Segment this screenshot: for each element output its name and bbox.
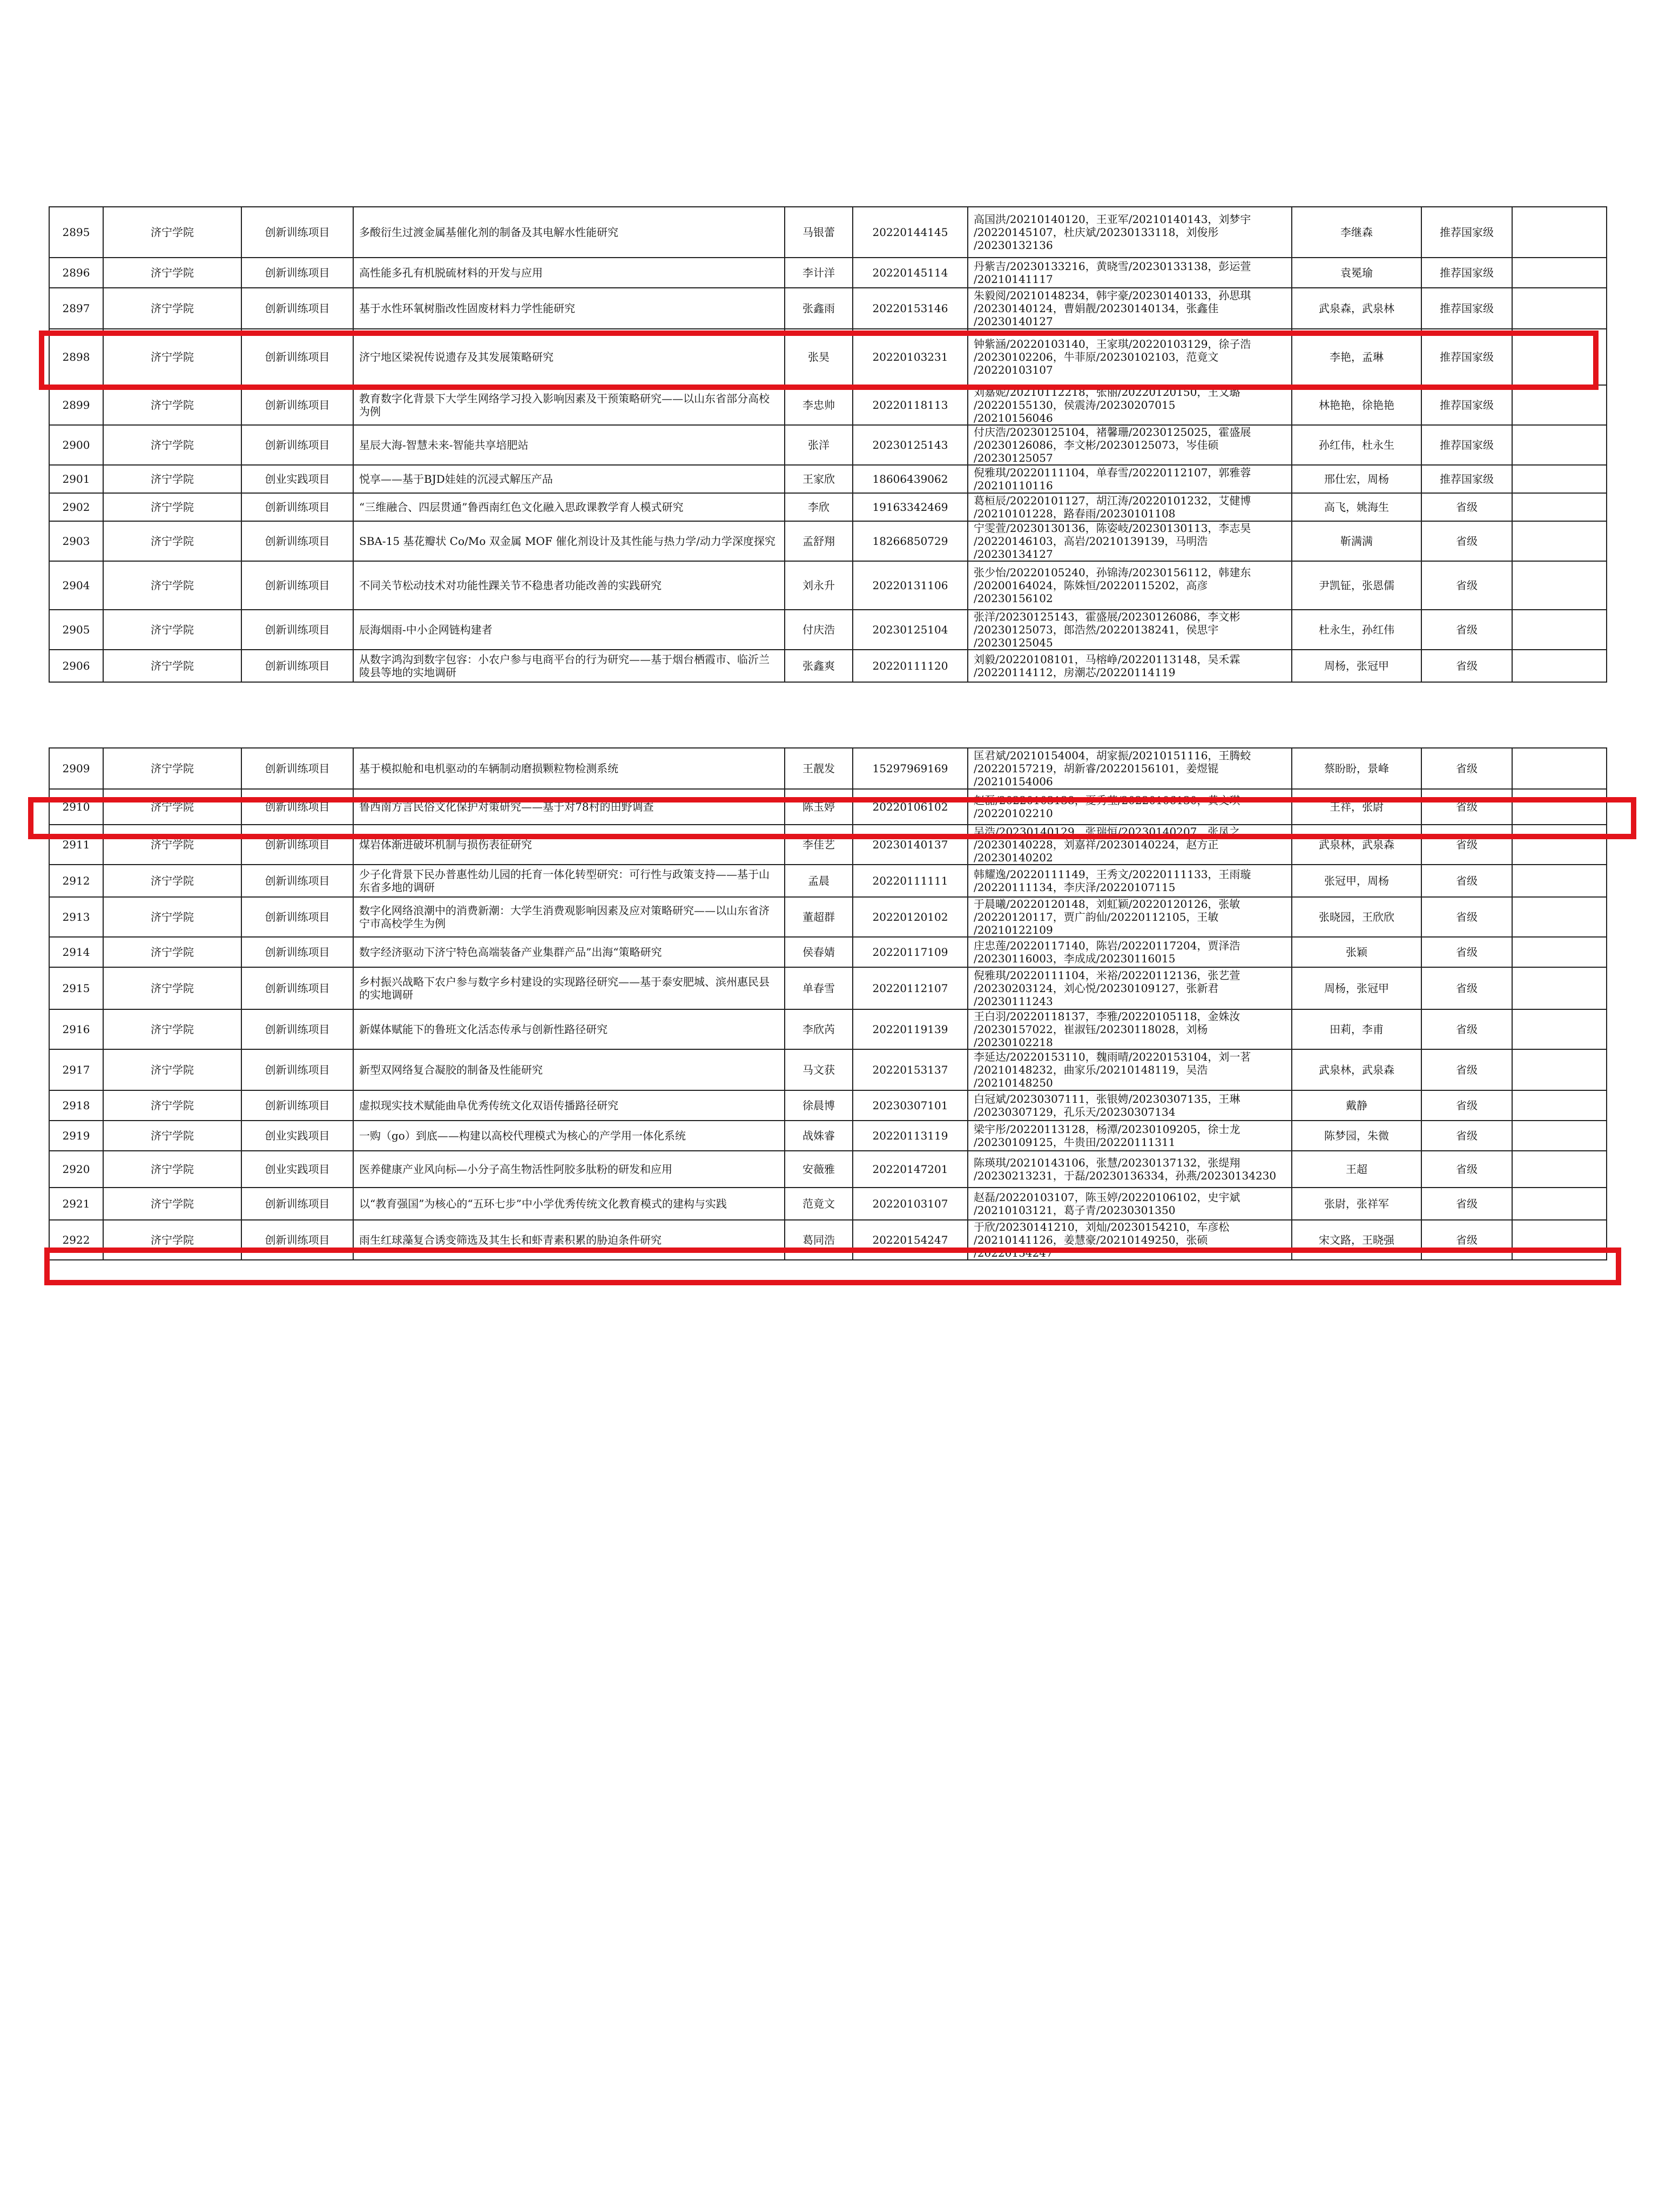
student-number: 20230307101 bbox=[853, 1090, 968, 1121]
team-members: 倪雅琪/20220111104，单春雪/20220112107，郭雅蓉 /20210110116 bbox=[968, 465, 1292, 493]
advisor-names: 周杨，张冠甲 bbox=[1292, 650, 1421, 682]
project-table-upper-body bbox=[49, 207, 1607, 682]
school-name: 济宁学院 bbox=[103, 937, 241, 967]
project-level: 推荐国家级 bbox=[1421, 425, 1512, 465]
team-members: 庄忠莲/20220117140，陈岩/20220117204，贾泽浩 /20230116003，李成成/20230116015 bbox=[968, 937, 1292, 967]
project-type: 创新训练项目 bbox=[241, 825, 353, 865]
advisor-names: 袁冕瑜 bbox=[1292, 258, 1421, 288]
notes-cell bbox=[1512, 425, 1607, 465]
advisor-names: 王祥，张尉 bbox=[1292, 789, 1421, 825]
project-type: 创新训练项目 bbox=[241, 1009, 353, 1049]
project-level: 推荐国家级 bbox=[1421, 207, 1512, 258]
project-level: 推荐国家级 bbox=[1421, 329, 1512, 385]
notes-cell bbox=[1512, 897, 1607, 937]
notes-cell bbox=[1512, 385, 1607, 425]
project-leader: 范竟文 bbox=[785, 1188, 853, 1220]
team-members: 刘嘉妮/20210112218，张丽/20220120150，王文璐 /20220155130，侯震涛/20230207015 /20210156046 bbox=[968, 385, 1292, 425]
school-name: 济宁学院 bbox=[103, 207, 241, 258]
project-level: 省级 bbox=[1421, 789, 1512, 825]
table-row bbox=[49, 1049, 1607, 1090]
project-level: 省级 bbox=[1421, 610, 1512, 650]
project-type: 创新训练项目 bbox=[241, 207, 353, 258]
student-number: 20220111111 bbox=[853, 865, 968, 897]
project-leader: 李忠帅 bbox=[785, 385, 853, 425]
advisor-names: 邢仕宏，周杨 bbox=[1292, 465, 1421, 493]
table-row bbox=[49, 1009, 1607, 1049]
row-number: 2914 bbox=[49, 937, 103, 967]
row-number: 2911 bbox=[49, 825, 103, 865]
school-name: 济宁学院 bbox=[103, 610, 241, 650]
advisor-names: 武泉林，武泉森 bbox=[1292, 1049, 1421, 1090]
notes-cell bbox=[1512, 789, 1607, 825]
table-row bbox=[49, 561, 1607, 610]
team-members: 钟紫涵/20220103140，王家琪/20220103129，徐子浩 /20230102206，牛菲原/20230102103，范竟文 /20220103107 bbox=[968, 329, 1292, 385]
row-number: 2901 bbox=[49, 465, 103, 493]
project-level: 推荐国家级 bbox=[1421, 465, 1512, 493]
project-level: 省级 bbox=[1421, 865, 1512, 897]
team-members: 倪雅琪/20220111104，米裕/20220112136，张艺萱 /20230203124，刘心悦/20230109127，张新君 /20230111243 bbox=[968, 967, 1292, 1009]
project-title: 星辰大海-智慧未来-智能共享培肥站 bbox=[353, 425, 785, 465]
student-number: 20220119139 bbox=[853, 1009, 968, 1049]
project-title: 乡村振兴战略下农户参与数字乡村建设的实现路径研究——基于泰安肥城、滨州惠民县的实地调研 bbox=[353, 967, 785, 1009]
notes-cell bbox=[1512, 1220, 1607, 1260]
project-level: 省级 bbox=[1421, 1151, 1512, 1188]
project-leader: 马文获 bbox=[785, 1049, 853, 1090]
student-number: 20230140137 bbox=[853, 825, 968, 865]
notes-cell bbox=[1512, 288, 1607, 329]
notes-cell bbox=[1512, 825, 1607, 865]
project-type: 创新训练项目 bbox=[241, 521, 353, 561]
student-number: 20220112107 bbox=[853, 967, 968, 1009]
advisor-names: 陈梦园，朱微 bbox=[1292, 1121, 1421, 1151]
project-type: 创业实践项目 bbox=[241, 465, 353, 493]
school-name: 济宁学院 bbox=[103, 258, 241, 288]
school-name: 济宁学院 bbox=[103, 789, 241, 825]
project-title: 悦享——基于BJD娃娃的沉浸式解压产品 bbox=[353, 465, 785, 493]
project-leader: 侯春婧 bbox=[785, 937, 853, 967]
row-number: 2922 bbox=[49, 1220, 103, 1260]
project-level: 省级 bbox=[1421, 937, 1512, 967]
notes-cell bbox=[1512, 1049, 1607, 1090]
advisor-names: 靳满满 bbox=[1292, 521, 1421, 561]
advisor-names: 宋文路，王晓强 bbox=[1292, 1220, 1421, 1260]
table-row bbox=[49, 329, 1607, 385]
student-number: 20220113119 bbox=[853, 1121, 968, 1151]
notes-cell bbox=[1512, 1090, 1607, 1121]
table-row bbox=[49, 967, 1607, 1009]
team-members: 陈瑛琪/20210143106，张慧/20230137132，张缇翔 /20230213231，于磊/20230136334，孙燕/20230134230 bbox=[968, 1151, 1292, 1188]
advisor-names: 张冠甲，周杨 bbox=[1292, 865, 1421, 897]
row-number: 2920 bbox=[49, 1151, 103, 1188]
table-row bbox=[49, 1220, 1607, 1260]
project-level: 推荐国家级 bbox=[1421, 385, 1512, 425]
notes-cell bbox=[1512, 258, 1607, 288]
table-row bbox=[49, 288, 1607, 329]
project-level: 省级 bbox=[1421, 521, 1512, 561]
row-number: 2898 bbox=[49, 329, 103, 385]
row-number: 2913 bbox=[49, 897, 103, 937]
school-name: 济宁学院 bbox=[103, 288, 241, 329]
advisor-names: 王超 bbox=[1292, 1151, 1421, 1188]
project-type: 创新训练项目 bbox=[241, 1049, 353, 1090]
student-number: 20220103231 bbox=[853, 329, 968, 385]
school-name: 济宁学院 bbox=[103, 521, 241, 561]
student-number: 20230125104 bbox=[853, 610, 968, 650]
student-number: 20220153137 bbox=[853, 1049, 968, 1090]
project-leader: 战姝睿 bbox=[785, 1121, 853, 1151]
project-title: 教育数字化背景下大学生网络学习投入影响因素及干预策略研究——以山东省部分高校为例 bbox=[353, 385, 785, 425]
table-row bbox=[49, 1090, 1607, 1121]
project-level: 省级 bbox=[1421, 748, 1512, 789]
notes-cell bbox=[1512, 1151, 1607, 1188]
school-name: 济宁学院 bbox=[103, 865, 241, 897]
row-number: 2916 bbox=[49, 1009, 103, 1049]
row-number: 2900 bbox=[49, 425, 103, 465]
project-leader: 李欣 bbox=[785, 493, 853, 521]
team-members: 赵磊/20220103138，夏秀莹/20220106130，黄文琪 /20220102210 bbox=[968, 789, 1292, 825]
student-number: 20220131106 bbox=[853, 561, 968, 610]
row-number: 2909 bbox=[49, 748, 103, 789]
project-type: 创新训练项目 bbox=[241, 789, 353, 825]
project-level: 省级 bbox=[1421, 1009, 1512, 1049]
table-row bbox=[49, 385, 1607, 425]
table-row bbox=[49, 207, 1607, 258]
project-leader: 孟晨 bbox=[785, 865, 853, 897]
project-title: 不同关节松动技术对功能性踝关节不稳患者功能改善的实践研究 bbox=[353, 561, 785, 610]
team-members: 丹紫吉/20230133216，黄晓雪/20230133138，彭运萱 /20210141117 bbox=[968, 258, 1292, 288]
student-number: 15297969169 bbox=[853, 748, 968, 789]
team-members: 刘毅/20220108101，马榕峥/20220113148，吴禾霖 /20220114112，房潮芯/20220114119 bbox=[968, 650, 1292, 682]
project-leader: 张洋 bbox=[785, 425, 853, 465]
project-title: 煤岩体渐进破坏机制与损伤表征研究 bbox=[353, 825, 785, 865]
notes-cell bbox=[1512, 493, 1607, 521]
project-title: 少子化背景下民办普惠性幼儿园的托育一体化转型研究：可行性与政策支持——基于山东省多地的调研 bbox=[353, 865, 785, 897]
team-members: 朱毅阅/20210148234，韩宇豪/20230140133，孙思琪 /20230140124，曹娟靓/20230140134，张鑫佳 /20230140127 bbox=[968, 288, 1292, 329]
project-leader: 王家欣 bbox=[785, 465, 853, 493]
school-name: 济宁学院 bbox=[103, 1220, 241, 1260]
project-level: 省级 bbox=[1421, 1220, 1512, 1260]
table-row bbox=[49, 825, 1607, 865]
student-number: 20230125143 bbox=[853, 425, 968, 465]
project-type: 创新训练项目 bbox=[241, 937, 353, 967]
project-level: 省级 bbox=[1421, 1121, 1512, 1151]
project-leader: 陈玉婷 bbox=[785, 789, 853, 825]
team-members: 张少怡/20220105240，孙锦涛/20230156112，韩建东 /20200164024，陈姝恒/20220115202，高彦 /20230156102 bbox=[968, 561, 1292, 610]
school-name: 济宁学院 bbox=[103, 1049, 241, 1090]
project-table-upper bbox=[49, 206, 1607, 683]
student-number: 20220154247 bbox=[853, 1220, 968, 1260]
table-row bbox=[49, 865, 1607, 897]
table-row bbox=[49, 748, 1607, 789]
project-type: 创新训练项目 bbox=[241, 1090, 353, 1121]
school-name: 济宁学院 bbox=[103, 897, 241, 937]
school-name: 济宁学院 bbox=[103, 825, 241, 865]
project-leader: 刘永升 bbox=[785, 561, 853, 610]
notes-cell bbox=[1512, 465, 1607, 493]
advisor-names: 周杨，张冠甲 bbox=[1292, 967, 1421, 1009]
project-leader: 马银蕾 bbox=[785, 207, 853, 258]
student-number: 20220145114 bbox=[853, 258, 968, 288]
project-type: 创新训练项目 bbox=[241, 1220, 353, 1260]
project-title: 多酸衍生过渡金属基催化剂的制备及其电解水性能研究 bbox=[353, 207, 785, 258]
advisor-names: 高飞，姚海生 bbox=[1292, 493, 1421, 521]
project-leader: 李计洋 bbox=[785, 258, 853, 288]
project-level: 省级 bbox=[1421, 1049, 1512, 1090]
student-number: 20220120102 bbox=[853, 897, 968, 937]
project-title: 基于模拟舱和电机驱动的车辆制动磨损颗粒物检测系统 bbox=[353, 748, 785, 789]
notes-cell bbox=[1512, 1188, 1607, 1220]
advisor-names: 孙红伟，杜永生 bbox=[1292, 425, 1421, 465]
row-number: 2899 bbox=[49, 385, 103, 425]
project-title: 虚拟现实技术赋能曲阜优秀传统文化双语传播路径研究 bbox=[353, 1090, 785, 1121]
project-title: 数字化网络浪潮中的消费新潮：大学生消费观影响因素及应对策略研究——以山东省济宁市高校学生为例 bbox=[353, 897, 785, 937]
notes-cell bbox=[1512, 521, 1607, 561]
row-number: 2904 bbox=[49, 561, 103, 610]
table-row bbox=[49, 521, 1607, 561]
advisor-names: 张尉，张祥军 bbox=[1292, 1188, 1421, 1220]
school-name: 济宁学院 bbox=[103, 425, 241, 465]
project-type: 创新训练项目 bbox=[241, 493, 353, 521]
school-name: 济宁学院 bbox=[103, 1151, 241, 1188]
project-title: 医养健康产业风向标—小分子高生物活性阿胶多肽粉的研发和应用 bbox=[353, 1151, 785, 1188]
row-number: 2895 bbox=[49, 207, 103, 258]
project-level: 省级 bbox=[1421, 493, 1512, 521]
table-row bbox=[49, 493, 1607, 521]
project-level: 省级 bbox=[1421, 967, 1512, 1009]
project-level: 省级 bbox=[1421, 825, 1512, 865]
advisor-names: 田莉，李甫 bbox=[1292, 1009, 1421, 1049]
project-title: “三维融合、四层贯通”鲁西南红色文化融入思政课教学育人模式研究 bbox=[353, 493, 785, 521]
school-name: 济宁学院 bbox=[103, 561, 241, 610]
advisor-names: 张颖 bbox=[1292, 937, 1421, 967]
table-row bbox=[49, 1121, 1607, 1151]
notes-cell bbox=[1512, 561, 1607, 610]
project-leader: 付庆浩 bbox=[785, 610, 853, 650]
advisor-names: 张晓园，王欣欣 bbox=[1292, 897, 1421, 937]
project-title: 新媒体赋能下的鲁班文化活态传承与创新性路径研究 bbox=[353, 1009, 785, 1049]
project-level: 省级 bbox=[1421, 561, 1512, 610]
school-name: 济宁学院 bbox=[103, 1188, 241, 1220]
row-number: 2912 bbox=[49, 865, 103, 897]
advisor-names: 杜永生，孙红伟 bbox=[1292, 610, 1421, 650]
project-type: 创新训练项目 bbox=[241, 385, 353, 425]
school-name: 济宁学院 bbox=[103, 748, 241, 789]
project-type: 创新训练项目 bbox=[241, 425, 353, 465]
project-leader: 王靓发 bbox=[785, 748, 853, 789]
project-table-lower-body bbox=[49, 748, 1607, 1260]
notes-cell bbox=[1512, 967, 1607, 1009]
advisor-names: 林艳艳，徐艳艳 bbox=[1292, 385, 1421, 425]
project-type: 创新训练项目 bbox=[241, 610, 353, 650]
row-number: 2903 bbox=[49, 521, 103, 561]
school-name: 济宁学院 bbox=[103, 465, 241, 493]
school-name: 济宁学院 bbox=[103, 1009, 241, 1049]
notes-cell bbox=[1512, 937, 1607, 967]
project-level: 省级 bbox=[1421, 650, 1512, 682]
project-type: 创新训练项目 bbox=[241, 288, 353, 329]
school-name: 济宁学院 bbox=[103, 1121, 241, 1151]
team-members: 梁宇彤/20220113128，杨潭/20230109205，徐士龙 /20230109125，牛贵田/20220111311 bbox=[968, 1121, 1292, 1151]
row-number: 2896 bbox=[49, 258, 103, 288]
row-number: 2918 bbox=[49, 1090, 103, 1121]
table-row bbox=[49, 789, 1607, 825]
notes-cell bbox=[1512, 329, 1607, 385]
project-type: 创新训练项目 bbox=[241, 258, 353, 288]
row-number: 2921 bbox=[49, 1188, 103, 1220]
project-type: 创新训练项目 bbox=[241, 967, 353, 1009]
advisor-names: 武泉林，武泉森 bbox=[1292, 825, 1421, 865]
team-members: 张洋/20230125143，霍盛展/20230126086，李文彬 /20230125073，郎浩然/20220138241，侯思宇 /20230125045 bbox=[968, 610, 1292, 650]
student-number: 20220117109 bbox=[853, 937, 968, 967]
table-row bbox=[49, 897, 1607, 937]
project-type: 创业实践项目 bbox=[241, 1151, 353, 1188]
row-number: 2919 bbox=[49, 1121, 103, 1151]
team-members: 付庆浩/20230125104，褚馨珊/20230125025，霍盛展 /20230126086，李文彬/20230125073，岑佳硕 /20230125057 bbox=[968, 425, 1292, 465]
notes-cell bbox=[1512, 650, 1607, 682]
advisor-names: 蔡盼盼，景峰 bbox=[1292, 748, 1421, 789]
project-title: SBA-15 基花瓣状 Co/Mo 双金属 MOF 催化剂设计及其性能与热力学/动力学深度探究 bbox=[353, 521, 785, 561]
advisor-names: 尹凯钲，张恩儒 bbox=[1292, 561, 1421, 610]
notes-cell bbox=[1512, 207, 1607, 258]
project-type: 创业实践项目 bbox=[241, 1121, 353, 1151]
student-number: 19163342469 bbox=[853, 493, 968, 521]
advisor-names: 李艳，孟琳 bbox=[1292, 329, 1421, 385]
student-number: 20220147201 bbox=[853, 1151, 968, 1188]
row-number: 2905 bbox=[49, 610, 103, 650]
project-type: 创新训练项目 bbox=[241, 329, 353, 385]
project-level: 省级 bbox=[1421, 897, 1512, 937]
school-name: 济宁学院 bbox=[103, 967, 241, 1009]
notes-cell bbox=[1512, 865, 1607, 897]
project-title: 数字经济驱动下济宁特色高端装备产业集群产品”出海“策略研究 bbox=[353, 937, 785, 967]
project-leader: 张鑫爽 bbox=[785, 650, 853, 682]
school-name: 济宁学院 bbox=[103, 650, 241, 682]
project-title: 以“教育强国”为核心的“五环七步”中小学优秀传统文化教育模式的建构与实践 bbox=[353, 1188, 785, 1220]
table-row bbox=[49, 425, 1607, 465]
school-name: 济宁学院 bbox=[103, 1090, 241, 1121]
project-title: 高性能多孔有机脱硫材料的开发与应用 bbox=[353, 258, 785, 288]
row-number: 2910 bbox=[49, 789, 103, 825]
project-type: 创新训练项目 bbox=[241, 650, 353, 682]
project-type: 创新训练项目 bbox=[241, 897, 353, 937]
project-leader: 张昊 bbox=[785, 329, 853, 385]
project-leader: 李佳艺 bbox=[785, 825, 853, 865]
row-number: 2917 bbox=[49, 1049, 103, 1090]
table-row bbox=[49, 1151, 1607, 1188]
school-name: 济宁学院 bbox=[103, 385, 241, 425]
notes-cell bbox=[1512, 1009, 1607, 1049]
table-row bbox=[49, 937, 1607, 967]
project-title: 济宁地区梁祝传说遗存及其发展策略研究 bbox=[353, 329, 785, 385]
student-number: 20220111120 bbox=[853, 650, 968, 682]
student-number: 20220103107 bbox=[853, 1188, 968, 1220]
table-row bbox=[49, 258, 1607, 288]
school-name: 济宁学院 bbox=[103, 493, 241, 521]
team-members: 于晨曦/20220120148，刘虹颖/20220120126，张敏 /20220120117，贾广韵仙/20220112105，王敏 /20210122109 bbox=[968, 897, 1292, 937]
project-leader: 徐晨博 bbox=[785, 1090, 853, 1121]
project-type: 创新训练项目 bbox=[241, 748, 353, 789]
team-members: 于欣/20230141210，刘灿/20230154210，车彦松 /20210141126，姜慧豪/20210149250，张硕 /20220154247 bbox=[968, 1220, 1292, 1260]
table-row bbox=[49, 610, 1607, 650]
advisor-names: 李继森 bbox=[1292, 207, 1421, 258]
notes-cell bbox=[1512, 748, 1607, 789]
team-members: 王白羽/20220118137，李雅/20220105118，金姝汝 /20230157022，崔淑钰/20230118028，刘杨 /20230102218 bbox=[968, 1009, 1292, 1049]
project-level: 省级 bbox=[1421, 1188, 1512, 1220]
project-leader: 张鑫雨 bbox=[785, 288, 853, 329]
team-members: 白冠斌/20230307111，张银娉/20230307135，王琳 /20230307129，孔乐天/20230307134 bbox=[968, 1090, 1292, 1121]
advisor-names: 武泉森，武泉林 bbox=[1292, 288, 1421, 329]
student-number: 20220144145 bbox=[853, 207, 968, 258]
project-level: 推荐国家级 bbox=[1421, 288, 1512, 329]
row-number: 2897 bbox=[49, 288, 103, 329]
team-members: 吴浩/20230140129，张瑞恒/20230140207，张凤之 /20230140228，刘嘉祥/20230140224，赵方正 /20230140202 bbox=[968, 825, 1292, 865]
project-type: 创新训练项目 bbox=[241, 561, 353, 610]
school-name: 济宁学院 bbox=[103, 329, 241, 385]
notes-cell bbox=[1512, 1121, 1607, 1151]
project-leader: 孟舒翔 bbox=[785, 521, 853, 561]
student-number: 20220118113 bbox=[853, 385, 968, 425]
project-title: 鲁西南方言民俗文化保护对策研究——基于对78村的田野调查 bbox=[353, 789, 785, 825]
project-level: 推荐国家级 bbox=[1421, 258, 1512, 288]
team-members: 高国洪/20210140120，王亚军/20210140143，刘梦宇 /20220145107，杜庆斌/20230133118，刘俊彤 /20230132136 bbox=[968, 207, 1292, 258]
row-number: 2902 bbox=[49, 493, 103, 521]
student-number: 20220153146 bbox=[853, 288, 968, 329]
row-number: 2906 bbox=[49, 650, 103, 682]
advisor-names: 戴静 bbox=[1292, 1090, 1421, 1121]
table-row bbox=[49, 650, 1607, 682]
team-members: 葛桓辰/20220101127，胡江涛/20220101232，艾健博 /20210101228，路春雨/20230101108 bbox=[968, 493, 1292, 521]
student-number: 18266850729 bbox=[853, 521, 968, 561]
project-type: 创新训练项目 bbox=[241, 865, 353, 897]
project-title: 辰海烟雨-中小企网链构建者 bbox=[353, 610, 785, 650]
table-row bbox=[49, 1188, 1607, 1220]
team-members: 李延达/20220153110，魏雨晴/20220153104，刘一茗 /20210148232，曲家乐/20210148119，吴浩 /20210148250 bbox=[968, 1049, 1292, 1090]
project-leader: 安薇雅 bbox=[785, 1151, 853, 1188]
student-number: 20220106102 bbox=[853, 789, 968, 825]
row-number: 2915 bbox=[49, 967, 103, 1009]
project-table-lower bbox=[49, 747, 1607, 1260]
project-title: 基于水性环氧树脂改性固废材料力学性能研究 bbox=[353, 288, 785, 329]
notes-cell bbox=[1512, 610, 1607, 650]
team-members: 韩耀逸/20220111149，王秀文/20220111133，王雨璇 /20220111134，李庆泽/20220107115 bbox=[968, 865, 1292, 897]
team-members: 匡君斌/20210154004，胡家振/20210151116，王腾蛟 /20220157219，胡新睿/20220156101，姜煜锟 /20210154006 bbox=[968, 748, 1292, 789]
project-title: 新型双网络复合凝胶的制备及性能研究 bbox=[353, 1049, 785, 1090]
team-members: 赵磊/20220103107，陈玉婷/20220106102，史宇斌 /20210103121，葛子青/20230301350 bbox=[968, 1188, 1292, 1220]
project-type: 创新训练项目 bbox=[241, 1188, 353, 1220]
student-number: 18606439062 bbox=[853, 465, 968, 493]
table-row bbox=[49, 465, 1607, 493]
project-title: 雨生红球藻复合诱变筛选及其生长和虾青素积累的胁迫条件研究 bbox=[353, 1220, 785, 1260]
project-title: 从数字鸿沟到数字包容：小农户参与电商平台的行为研究——基于烟台栖霞市、临沂兰陵县等地的实地调研 bbox=[353, 650, 785, 682]
project-leader: 董超群 bbox=[785, 897, 853, 937]
team-members: 宁雯萱/20230130136，陈姿岐/20230130113，李志昊 /20220146103，高岩/20210139139，马明浩 /20230134127 bbox=[968, 521, 1292, 561]
project-leader: 葛同浩 bbox=[785, 1220, 853, 1260]
project-level: 省级 bbox=[1421, 1090, 1512, 1121]
project-title: 一购（go）到底——构建以高校代理模式为核心的产学用一体化系统 bbox=[353, 1121, 785, 1151]
project-leader: 单春雪 bbox=[785, 967, 853, 1009]
project-leader: 李欣芮 bbox=[785, 1009, 853, 1049]
